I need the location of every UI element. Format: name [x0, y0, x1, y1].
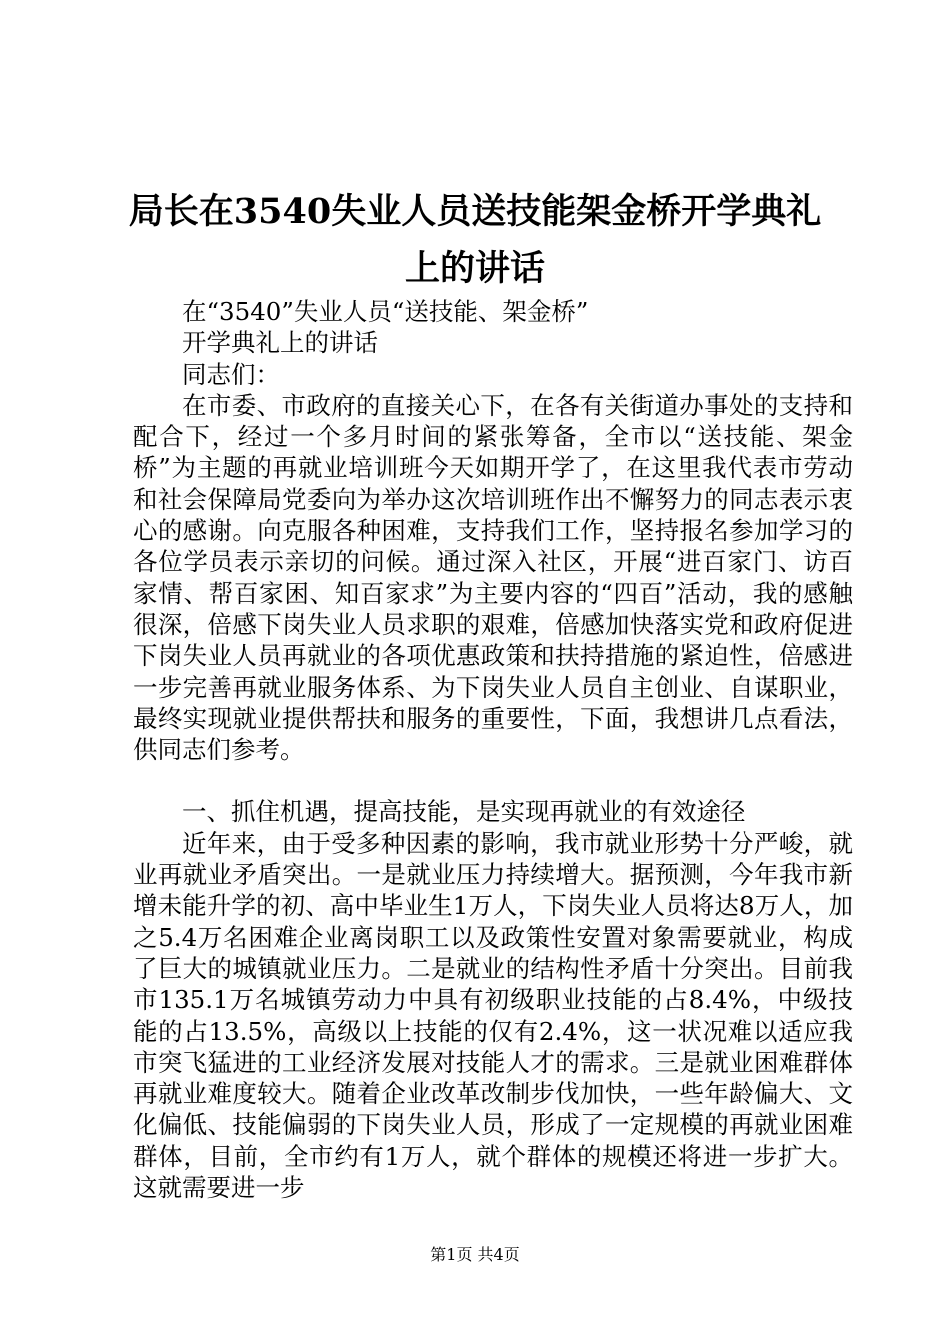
section-heading-1: 一、抓住机遇，提高技能，是实现再就业的有效途径 [182, 797, 746, 827]
paragraph-employment-situation: 近年来，由于受多种因素的影响，我市就业形势十分严峻，就业再就业矛盾突出。一是就业压力持续增大。据预测，今年我市新增未能升学的初、高中毕业生1万人，下岗失业人员将达8万人，加之5.4万名困难企业离岗职工以及政策性安置对象需要就业，构成了巨大的城镇就业压力。二是就业的结构性矛盾十分突出。目前我市135.1万名城镇劳动力中具有初级职业技能的占8.4%，中级技能的占13.5%，高级以上技能的仅有2.4%，这一状况难以适应我市突飞猛进的工业经济发展对技能人才的需求。三是就业困难群体再就业难度较大。随着企业改革改制步伐加快，一些年龄偏大、文化偏低、技能偏弱的下岗失业人员，形成了一定规模的再就业困难群体，目前，全市约有1万人，就个群体的规模还将进一步扩大。这就需要进一步 [133, 828, 853, 1203]
paragraph-spacer [133, 765, 853, 796]
document-body [133, 296, 853, 1203]
subtitle-line2: 开学典礼上的讲话 [182, 328, 378, 358]
document-title-line2: 上的讲话 [404, 248, 545, 289]
subtitle-line1: 在“3540”失业人员“送技能、架金桥” [182, 297, 589, 326]
paragraph-intro: 在市委、市政府的直接关心下，在各有关街道办事处的支持和配合下，经过一个多月时间的紧张筹备，全市以“送技能、架金桥”为主题的再就业培训班今天如期开学了，在这里我代表市劳动和社会保障局党委向为举办这次培训班作出不懈努力的同志表示衷心的感谢。向克服各种困难，支持我们工作，坚持报名参加学习的各位学员表示亲切的问候。通过深入社区，开展“进百家门、访百家情、帮百家困、知百家求”为主要内容的“四百”活动，我的感触很深，倍感下岗失业人员求职的艰难，倍感加快落实党和政府促进下岗失业人员再就业的各项优惠政策和扶持措施的紧迫性，倍感进一步完善再就业服务体系、为下岗失业人员自主创业、自谋职业，最终实现就业提供帮扶和服务的重要性，下面，我想讲几点看法，供同志们参考。 [133, 390, 853, 765]
document-title-line1: 局长在3540失业人员送技能架金桥开学典礼 [128, 191, 822, 232]
page-footer: 第1页 共4页 [430, 1245, 520, 1264]
salutation: 同志们： [182, 359, 280, 389]
